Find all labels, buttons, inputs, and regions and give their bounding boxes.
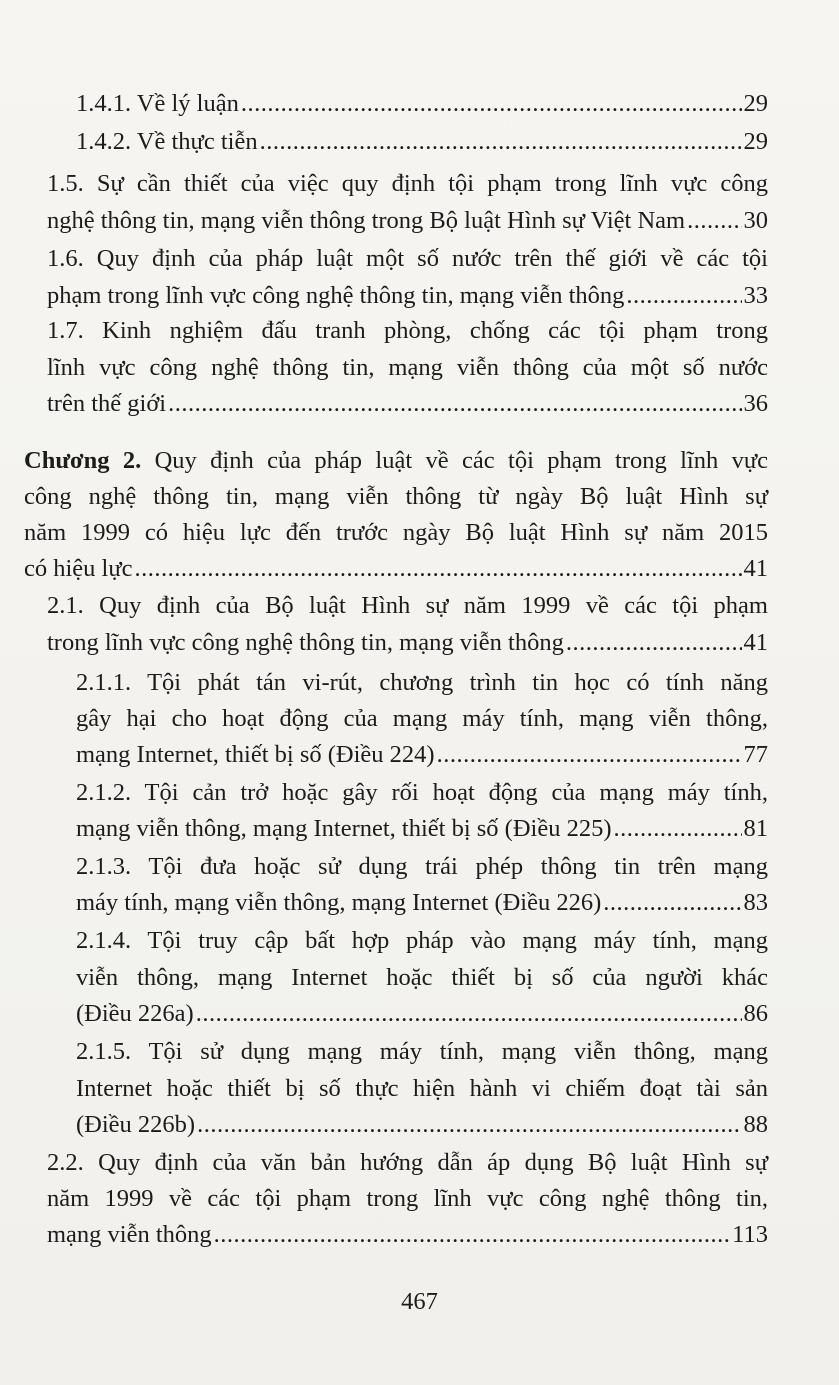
toc-entry-1-6-line-1[interactable]: 1.6. Quy định của pháp luật một số nước trên thế giới về các tội (47, 245, 768, 272)
toc-entry-2-1-1-line-2[interactable]: gây hại cho hoạt động của mạng máy tính, mạng viễn thông, (76, 705, 768, 732)
toc-entry-1-4-1[interactable] (76, 86, 768, 122)
toc-entry-1-4-2[interactable] (76, 124, 768, 160)
toc-chapter-2-line-1[interactable] (24, 443, 768, 479)
toc-entry-2-1-5[interactable] (76, 1107, 768, 1143)
dot-leader (626, 278, 741, 314)
toc-page-number: 30 (743, 207, 768, 234)
toc-page-number: 33 (743, 282, 768, 309)
dot-leader (613, 811, 741, 847)
toc-page-number: 88 (743, 1111, 768, 1138)
toc-entry-title: mạng viễn thông, mạng Internet, thiết bị số (Điều 225) (76, 815, 612, 842)
toc-entry-2-1-5-line-2[interactable]: Internet hoặc thiết bị số thực hiện hành vi chiếm đoạt tài sản (76, 1075, 768, 1102)
toc-entry-title: có hiệu lực (24, 555, 133, 582)
toc-entry-2-1-5-line-1[interactable]: 2.1.5. Tội sử dụng mạng máy tính, mạng viễn thông, mạng (76, 1038, 768, 1065)
toc-chapter-2[interactable] (24, 551, 768, 587)
dot-leader (566, 625, 742, 661)
toc-page-number: 77 (743, 741, 768, 768)
toc-chapter-2-line-2[interactable]: công nghệ thông tin, mạng viễn thông từ ngày Bộ luật Hình sự (24, 483, 768, 510)
toc-entry-title: nghệ thông tin, mạng viễn thông trong Bộ luật Hình sự Việt Nam (47, 207, 686, 234)
toc-page-number: 29 (743, 90, 768, 117)
toc-entry-1-6[interactable] (47, 278, 768, 314)
toc-entry-2-1-3[interactable] (76, 885, 768, 921)
dot-leader (241, 86, 742, 122)
page-number: 467 (401, 1288, 438, 1315)
toc-page-number: 41 (743, 629, 768, 656)
toc-entry-2-1[interactable] (47, 625, 768, 661)
toc-entry-2-1-4-line-1[interactable]: 2.1.4. Tội truy cập bất hợp pháp vào mạng máy tính, mạng (76, 927, 768, 954)
dot-leader (260, 124, 742, 160)
toc-entry-1-5-line-1[interactable]: 1.5. Sự cần thiết của việc quy định tội phạm trong lĩnh vực công (47, 170, 768, 197)
dot-leader (437, 737, 742, 773)
toc-page-number: 29 (743, 128, 768, 155)
toc-entry-title: phạm trong lĩnh vực công nghệ thông tin, mạng viễn thông (47, 282, 625, 309)
chapter-label: Chương 2. (24, 447, 142, 474)
chapter-title: Quy định của pháp luật về các tội phạm trong lĩnh vực (141, 447, 769, 474)
dot-leader (197, 1107, 741, 1143)
toc-entry-2-1-1[interactable] (76, 737, 768, 773)
toc-entry-2-1-3-line-1[interactable]: 2.1.3. Tội đưa hoặc sử dụng trái phép thông tin trên mạng (76, 853, 768, 880)
toc-entry-2-2-line-2[interactable]: năm 1999 về các tội phạm trong lĩnh vực công nghệ thông tin, (47, 1185, 768, 1212)
toc-page-number: 113 (732, 1221, 768, 1248)
toc-entry-2-1-2-line-1[interactable]: 2.1.2. Tội cản trở hoặc gây rối hoạt động của mạng máy tính, (76, 779, 768, 806)
toc-entry-1-7[interactable] (47, 386, 768, 422)
toc-entry-title: 1.4.1. Về lý luận (76, 90, 239, 117)
toc-page-number: 41 (743, 555, 768, 582)
toc-entry-2-2[interactable] (47, 1217, 768, 1253)
toc-entry-2-1-2[interactable] (76, 811, 768, 847)
toc-entry-1-5[interactable] (47, 203, 768, 239)
toc-entry-title: mạng Internet, thiết bị số (Điều 224) (76, 741, 435, 768)
toc-entry-1-7-line-2[interactable]: lĩnh vực công nghệ thông tin, mạng viễn thông của một số nước (47, 354, 768, 381)
toc-page-number: 81 (743, 815, 768, 842)
toc-entry-title: trong lĩnh vực công nghệ thông tin, mạng viễn thông (47, 629, 564, 656)
toc-entry-2-1-4[interactable] (76, 996, 768, 1032)
toc-entry-title: (Điều 226a) (76, 1000, 194, 1027)
dot-leader (603, 885, 741, 921)
toc-entry-title: mạng viễn thông (47, 1221, 212, 1248)
toc-entry-title: máy tính, mạng viễn thông, mạng Internet (Điều 226) (76, 889, 602, 916)
toc-page-number: 86 (743, 1000, 768, 1027)
toc-entry-2-1-4-line-2[interactable]: viễn thông, mạng Internet hoặc thiết bị số của người khác (76, 964, 768, 991)
dot-leader (196, 996, 742, 1032)
toc-entry-1-7-line-1[interactable]: 1.7. Kinh nghiệm đấu tranh phòng, chống các tội phạm trong (47, 317, 768, 344)
toc-entry-title: 1.4.2. Về thực tiễn (76, 128, 258, 155)
toc-page-number: 83 (743, 889, 768, 916)
toc-entry-title: trên thế giới (47, 390, 167, 417)
dot-leader (687, 203, 741, 239)
toc-entry-2-1-1-line-1[interactable]: 2.1.1. Tội phát tán vi-rút, chương trình tin học có tính năng (76, 669, 768, 696)
toc-page-number: 36 (743, 390, 768, 417)
dot-leader (135, 551, 742, 587)
toc-entry-2-1-line-1[interactable]: 2.1. Quy định của Bộ luật Hình sự năm 1999 về các tội phạm (47, 592, 768, 619)
dot-leader (214, 1217, 730, 1253)
dot-leader (168, 386, 741, 422)
toc-entry-2-2-line-1[interactable]: 2.2. Quy định của văn bản hướng dẫn áp dụng Bộ luật Hình sự (47, 1149, 768, 1176)
toc-entry-title: (Điều 226b) (76, 1111, 196, 1138)
toc-chapter-2-line-3[interactable]: năm 1999 có hiệu lực đến trước ngày Bộ luật Hình sự năm 2015 (24, 519, 768, 546)
